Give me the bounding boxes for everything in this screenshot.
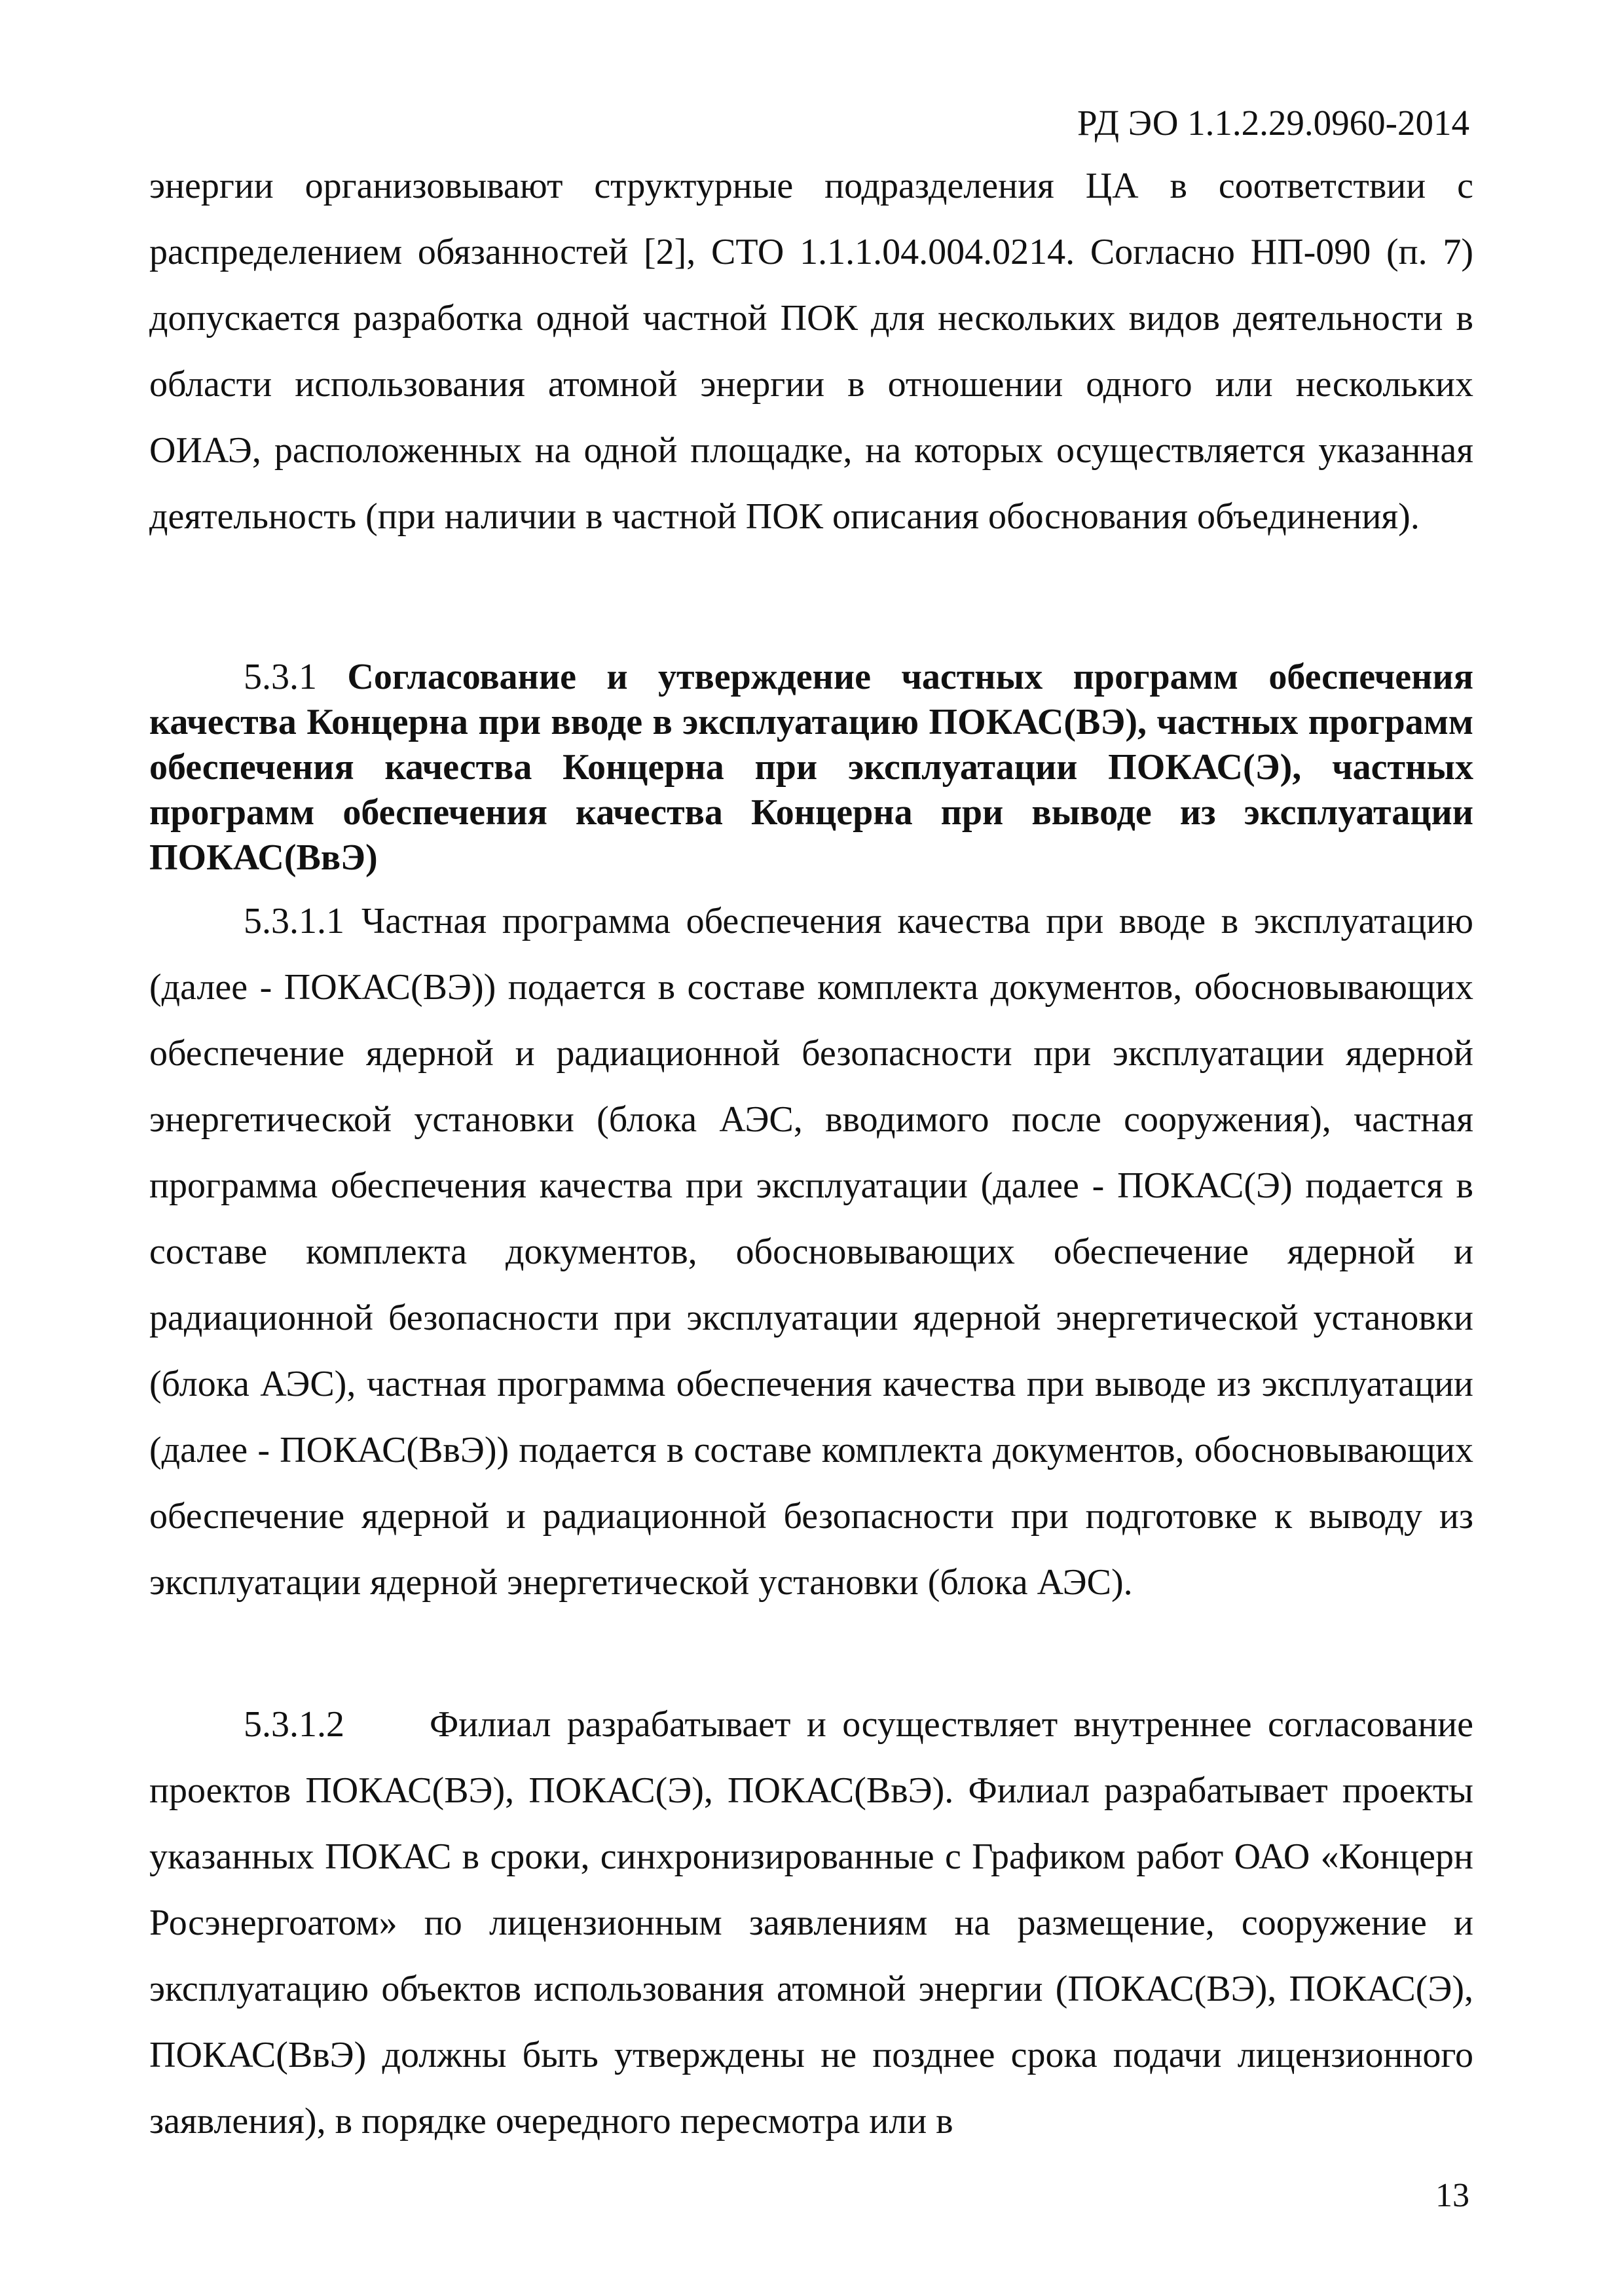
section-heading: [149, 655, 1473, 881]
clause-paragraph: [149, 888, 1473, 1616]
intro-paragraph-text: энергии организовывают структурные подразделения ЦА в соответствии с распределением обязанностей [2], СТО 1.1.1.04.004.0214. Согласно НП-090 (п. 7) допускается разработка одной частной ПОК для нескольких видов деятельности в области использования атомной энергии в отношении одного или нескольких ОИАЭ, расположенных на одной площадке, на которых осуществляется указанная деятельность (при наличии в частной ПОК описания обоснования объединения).: [149, 166, 1473, 537]
document-code: РД ЭО 1.1.2.29.0960-2014: [1077, 103, 1469, 143]
intro-paragraph: [149, 153, 1473, 550]
section-number: 5.3.1: [244, 657, 317, 697]
clause-number: 5.3.1.2: [244, 1704, 344, 1745]
clause-number: 5.3.1.1: [244, 901, 344, 941]
clause-text: Филиал разрабатывает и осуществляет внутреннее согласование проектов ПОКАС(ВЭ), ПОКАС(Э), ПОКАС(ВвЭ). Филиал разрабатывает проекты указанных ПОКАС в сроки, синхронизированные с Графиком работ ОАО «Концерн Росэнергоатом» по лицензионным заявлениям на размещение, сооружение и эксплуатацию объектов использования атомной энергии (ПОКАС(ВЭ), ПОКАС(Э), ПОКАС(ВвЭ) должны быть утверждены не позднее срока подачи лицензионного заявления), в порядке очередного пересмотра или в: [149, 1704, 1473, 2141]
clause-text: Частная программа обеспечения качества при вводе в эксплуатацию (далее - ПОКАС(ВЭ)) подается в составе комплекта документов, обосновывающих обеспечение ядерной и радиационной безопасности при эксплуатации ядерной энергетической установки (блока АЭС, вводимого после сооружения), частная программа обеспечения качества при эксплуатации (далее - ПОКАС(Э) подается в составе комплекта документов, обосновывающих обеспечение ядерной и радиационной безопасности при эксплуатации ядерной энергетической установки (блока АЭС), частная программа обеспечения качества при выводе из эксплуатации (далее - ПОКАС(ВвЭ)) подается в составе комплекта документов, обосновывающих обеспечение ядерной и радиационной безопасности при подготовке к выводу из эксплуатации ядерной энергетической установки (блока АЭС).: [149, 901, 1473, 1603]
page-number: 13: [1435, 2177, 1469, 2214]
section-title: Согласование и утверждение частных программ обеспечения качества Концерна при вводе в эксплуатацию ПОКАС(ВЭ), частных программ обеспечения качества Концерна при эксплуатации ПОКАС(Э), частных программ обеспечения качества Концерна при выводе из эксплуатации ПОКАС(ВвЭ): [149, 657, 1473, 878]
clause-paragraph: [149, 1692, 1473, 2155]
